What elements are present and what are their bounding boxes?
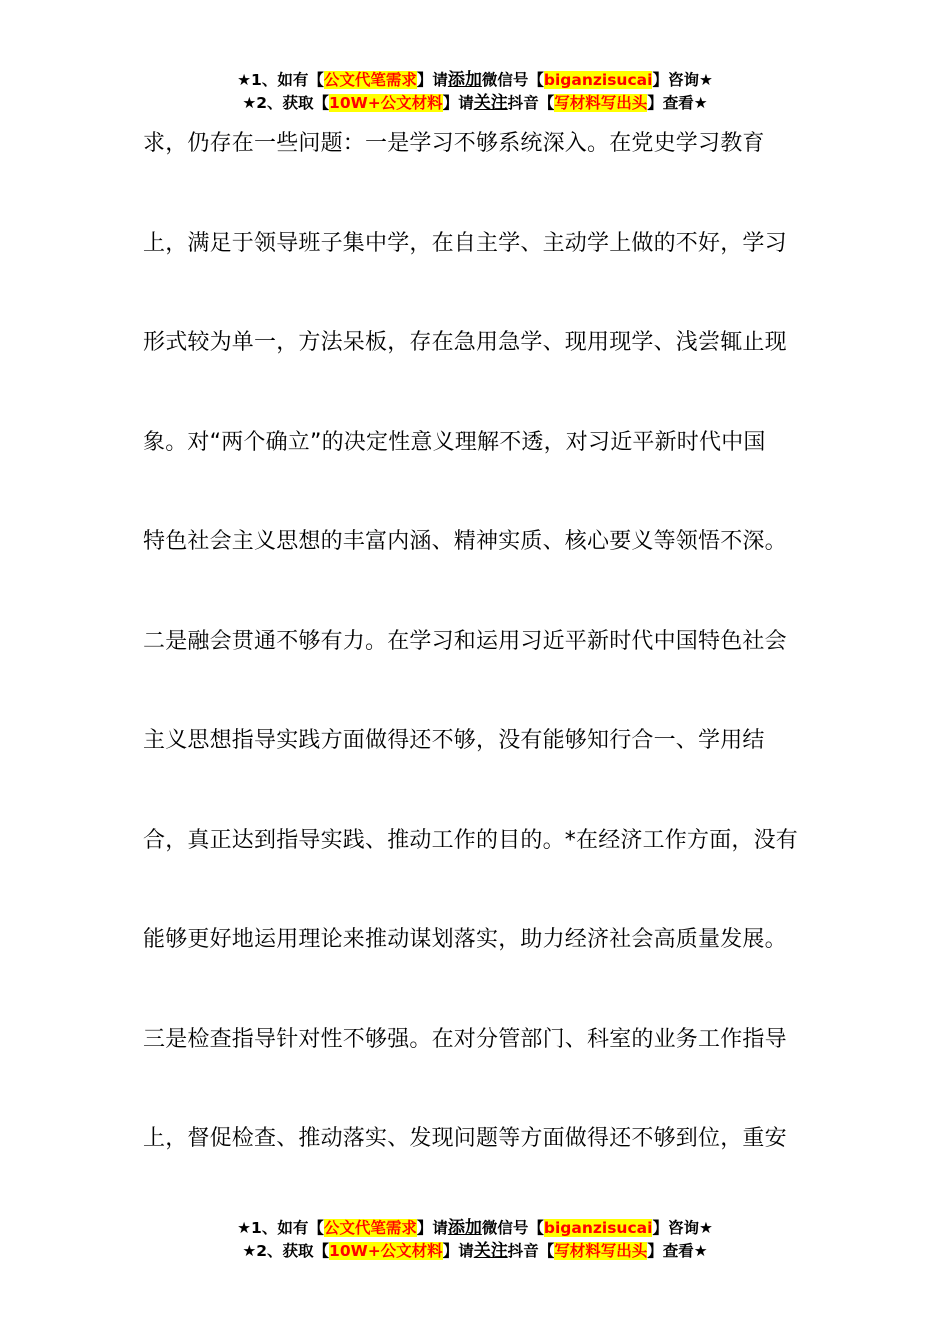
promo-line-2 [0,1240,950,1263]
body-line: 形式较为单一，方法呆板，存在急用急学、现用现学、浅尝辄止现 [143,330,787,355]
body-line: 求，仍存在一些问题：一是学习不够系统深入。在党史学习教育 [143,131,765,156]
body-line: 三是检查指导针对性不够强。在对分管部门、科室的业务工作指导 [143,1027,787,1052]
promo-text: 】咨询★ [652,71,713,89]
body-line: 能够更好地运用理论来推动谋划落实，助力经济社会高质量发展。 [143,927,787,952]
promo-text: 微信号【 [481,1219,544,1237]
promo-emphasis-add: 添加 [447,1218,482,1238]
promo-emphasis-add: 添加 [447,70,482,90]
body-line: 合，真正达到指导实践、推动工作的目的。*在经济工作方面，没有 [143,828,799,853]
promo-line-1 [0,1217,950,1240]
body-line: 上，督促检查、推动落实、发现问题等方面做得还不够到位，重安 [143,1126,787,1151]
body-line: 上，满足于领导班子集中学，在自主学、主动学上做的不好，学习 [143,231,787,256]
promo-line-1 [0,69,950,92]
promo-text: 】查看★ [647,1242,708,1260]
bottom-promo-banner [0,1217,950,1263]
promo-text: 微信号【 [481,71,544,89]
promo-highlight-wechat-id: biganzisucai [543,1219,653,1237]
promo-text: ★1、如有【 [237,71,324,89]
promo-text: 抖音【 [507,1242,555,1260]
promo-text: 】请 [416,71,448,89]
promo-highlight-materials: 10W+公文材料 [329,1242,443,1260]
promo-text: 】查看★ [647,94,708,112]
promo-text: ★1、如有【 [237,1219,324,1237]
promo-text: 】咨询★ [652,1219,713,1237]
promo-text: ★2、获取【 [242,1242,330,1260]
body-line: 主义思想指导实践方面做得还不够，没有能够知行合一、学用结 [143,728,765,753]
promo-highlight-douyin-account: 写材料写出头 [554,94,648,112]
top-promo-banner [0,69,950,115]
promo-line-2 [0,92,950,115]
promo-highlight-materials: 10W+公文材料 [329,94,443,112]
body-line: 特色社会主义思想的丰富内涵、精神实质、核心要义等领悟不深。 [143,529,787,554]
promo-highlight-service: 公文代笔需求 [323,1219,417,1237]
promo-emphasis-follow: 关注 [473,1241,508,1261]
promo-highlight-douyin-account: 写材料写出头 [554,1242,648,1260]
promo-text: 】请 [416,1219,448,1237]
promo-text: 】请 [442,1242,474,1260]
body-line: 象。对“两个确立”的决定性意义理解不透，对习近平新时代中国 [143,430,766,455]
body-line: 二是融会贯通不够有力。在学习和运用习近平新时代中国特色社会 [143,629,787,654]
promo-text: 】请 [442,94,474,112]
promo-text: 抖音【 [507,94,555,112]
promo-emphasis-follow: 关注 [473,93,508,113]
promo-highlight-service: 公文代笔需求 [323,71,417,89]
promo-highlight-wechat-id: biganzisucai [543,71,653,89]
promo-text: ★2、获取【 [242,94,330,112]
